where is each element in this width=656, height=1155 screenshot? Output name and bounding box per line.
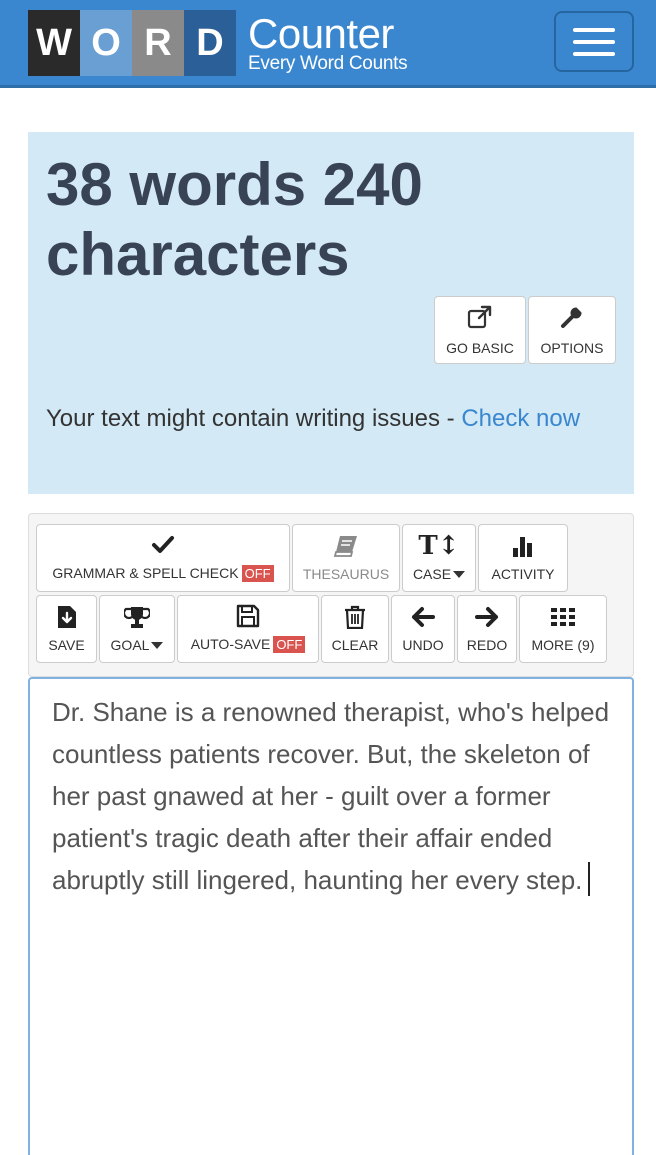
logo-text[interactable] bbox=[248, 12, 407, 74]
menu-button[interactable] bbox=[554, 11, 634, 72]
save-label: SAVE bbox=[48, 636, 85, 653]
redo-button[interactable] bbox=[457, 595, 517, 663]
external-link-icon bbox=[467, 305, 493, 332]
clear-button[interactable] bbox=[321, 595, 389, 663]
book-icon bbox=[333, 535, 359, 557]
auto-save-label-row bbox=[191, 636, 306, 653]
check-now-link[interactable]: Check now bbox=[461, 405, 581, 432]
undo-button[interactable] bbox=[391, 595, 455, 663]
writing-issues-text: Your text might contain writing issues - bbox=[46, 405, 462, 432]
grammar-spell-check-button[interactable] bbox=[36, 524, 290, 592]
hamburger-icon-line bbox=[573, 40, 615, 44]
editor-content[interactable] bbox=[52, 691, 617, 901]
thesaurus-label: THESAURUS bbox=[302, 565, 390, 582]
options-label: OPTIONS bbox=[540, 339, 604, 356]
go-basic-button[interactable] bbox=[434, 296, 526, 364]
activity-button[interactable] bbox=[478, 524, 568, 592]
auto-save-off-badge: OFF bbox=[273, 636, 305, 653]
editor-text: Dr. Shane is a renowned therapist, who's helped countless patients recover. But, the skeleton of her past gnawed at her - guilt over a former patient's tragic death after their affair ended abruptly still lingered, haunting her every step. bbox=[52, 697, 610, 895]
word-character-count: 38 words 240 characters bbox=[46, 151, 423, 288]
goal-label-row bbox=[111, 637, 164, 653]
caret-down-icon bbox=[453, 571, 465, 578]
stats-actions bbox=[434, 296, 616, 364]
file-download-icon bbox=[56, 606, 78, 628]
grid-icon bbox=[550, 606, 576, 628]
clear-label: CLEAR bbox=[331, 636, 379, 653]
logo-title: Counter bbox=[248, 10, 394, 57]
wrench-icon bbox=[559, 305, 585, 332]
case-label-row bbox=[413, 566, 465, 582]
options-button[interactable] bbox=[528, 296, 616, 364]
thesaurus-button[interactable] bbox=[292, 524, 400, 592]
grammar-label-row bbox=[52, 565, 273, 582]
site-header bbox=[0, 0, 656, 88]
arrow-right-icon bbox=[475, 606, 499, 628]
text-cursor bbox=[588, 862, 590, 896]
hamburger-icon-line bbox=[573, 52, 615, 56]
arrow-left-icon bbox=[411, 606, 435, 628]
go-basic-label: GO BASIC bbox=[446, 339, 514, 356]
grammar-label: GRAMMAR & SPELL CHECK bbox=[52, 565, 239, 581]
trash-icon bbox=[344, 606, 366, 628]
logo-letter-d: D bbox=[184, 10, 236, 76]
logo-letter-o: O bbox=[80, 10, 132, 76]
goal-button[interactable] bbox=[99, 595, 175, 663]
redo-label: REDO bbox=[466, 636, 508, 653]
save-button[interactable] bbox=[36, 595, 97, 663]
stats-panel bbox=[28, 132, 634, 494]
logo-tagline: Every Word Counts bbox=[248, 53, 408, 74]
auto-save-button[interactable] bbox=[177, 595, 319, 663]
caret-down-icon bbox=[151, 642, 163, 649]
bar-chart-icon bbox=[510, 535, 536, 557]
text-editor[interactable] bbox=[28, 677, 634, 1155]
writing-issues-message bbox=[46, 400, 606, 437]
auto-save-label: AUTO-SAVE bbox=[190, 636, 271, 652]
logo[interactable] bbox=[28, 10, 236, 76]
more-button[interactable] bbox=[519, 595, 607, 663]
case-label: CASE bbox=[412, 565, 452, 582]
checkmark-icon bbox=[151, 534, 175, 556]
logo-letter-r: R bbox=[132, 10, 184, 76]
case-button[interactable] bbox=[402, 524, 476, 592]
logo-letter-w: W bbox=[28, 10, 80, 76]
grammar-off-badge: OFF bbox=[242, 565, 274, 582]
floppy-disk-icon bbox=[236, 605, 260, 627]
editor-toolbar bbox=[28, 513, 634, 677]
goal-label: GOAL bbox=[110, 636, 150, 653]
text-case-icon: T↕ bbox=[418, 530, 460, 561]
trophy-icon bbox=[124, 606, 150, 628]
activity-label: ACTIVITY bbox=[491, 565, 555, 582]
hamburger-icon bbox=[573, 28, 615, 32]
more-label: MORE (9) bbox=[531, 636, 595, 653]
undo-label: UNDO bbox=[402, 636, 444, 653]
